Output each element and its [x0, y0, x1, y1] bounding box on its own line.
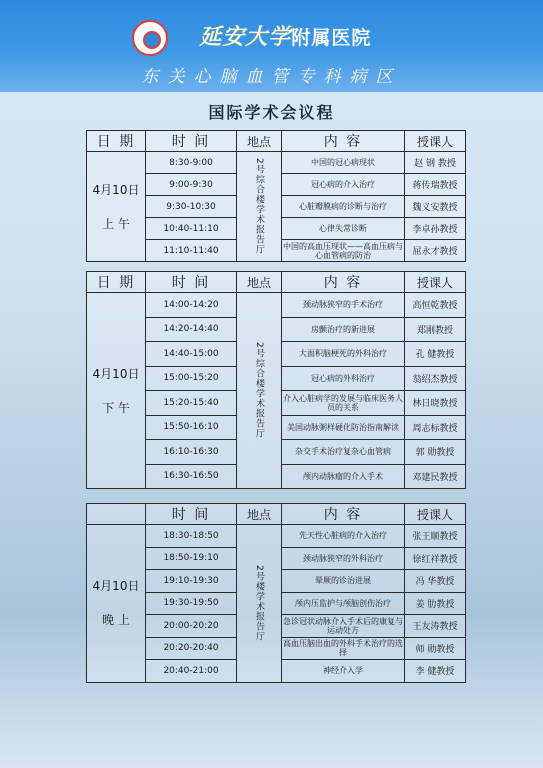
session-time: 14:20-14:40	[146, 317, 237, 342]
afternoon-schedule-table	[86, 271, 466, 489]
session-speaker: 翁绍杰教授	[405, 366, 466, 391]
session-topic: 中国的冠心病现状	[282, 152, 405, 174]
session-date-cell	[87, 293, 146, 489]
header-speaker: 授课人	[405, 504, 466, 525]
session-topic: 介入心脏病学的发展与临床医务人员的关系	[282, 391, 405, 416]
session-topic: 先天性心脏病的介入治疗	[282, 525, 405, 548]
session-period: 晚 上	[102, 613, 130, 628]
hospital-suffix: 附属医院	[291, 27, 372, 49]
session-date: 4月10日	[92, 579, 140, 594]
morning-schedule-table	[86, 130, 466, 262]
schedule-row	[87, 152, 466, 174]
session-time: 15:00-15:20	[146, 366, 237, 391]
page-title: 国际学术会议程	[208, 103, 335, 122]
session-time: 19:10-19:30	[146, 570, 237, 593]
session-topic: 神经介入学	[282, 660, 405, 683]
session-topic: 颈动脉狭窄的外科治疗	[282, 547, 405, 570]
header-time: 时 间	[146, 272, 237, 293]
session-topic: 中国的高血压现状——高血压病与心血管病的防治	[283, 241, 403, 260]
venue-cell	[237, 152, 282, 262]
session-speaker: 李卓孙教授	[405, 218, 466, 240]
session-speaker: 郭 勋教授	[405, 440, 466, 465]
venue-cell	[237, 293, 282, 489]
schedule-row	[87, 525, 466, 548]
header-time: 时 间	[146, 504, 237, 525]
header-time: 时 间	[146, 131, 237, 152]
session-time: 9:30-10:30	[146, 196, 237, 218]
header-location: 地点	[237, 131, 282, 152]
session-topic: 高血压脑出血的外科手术治疗的选择	[282, 637, 405, 660]
session-period: 下 午	[102, 400, 130, 415]
session-time: 14:00-14:20	[146, 293, 237, 318]
session-topic: 颅内压监护与颅脑创伤治疗	[282, 592, 405, 615]
session-speaker: 魏义安教授	[405, 196, 466, 218]
session-date: 4月10日	[92, 366, 140, 381]
header-banner	[0, 0, 543, 92]
session-date: 4月10日	[92, 182, 140, 197]
session-topic: 颈动脉狭窄的手术治疗	[282, 293, 405, 318]
hospital-name	[0, 20, 543, 51]
session-time: 11:10-11:40	[146, 240, 237, 262]
table-header-row	[87, 504, 466, 525]
table-header-row	[87, 272, 466, 293]
session-speaker: 邓建民教授	[405, 464, 466, 489]
session-period: 上 午	[102, 216, 130, 231]
header-date-empty	[87, 504, 146, 525]
session-speaker: 赵 钢 教授	[405, 152, 466, 174]
session-time: 10:40-11:10	[146, 218, 237, 240]
session-time: 16:10-16:30	[146, 440, 237, 465]
department-subtitle: 东关心脑血管专科病区	[141, 67, 402, 87]
session-date-cell	[87, 152, 146, 262]
session-time: 20:20-20:40	[146, 637, 237, 660]
session-topic: 晕厥的诊治进展	[282, 570, 405, 593]
session-speaker: 高恒乾教授	[405, 293, 466, 318]
venue-label: 2号综合楼学术报告厅	[254, 342, 264, 439]
venue-cell	[237, 525, 282, 683]
session-speaker: 王友涛教授	[405, 615, 466, 638]
session-date-cell	[87, 525, 146, 683]
session-time: 16:30-16:50	[146, 464, 237, 489]
session-speaker: 孔 健教授	[405, 342, 466, 367]
header-speaker: 授课人	[405, 272, 466, 293]
session-topic: 急诊冠状动脉介入手术后的康复与运动处方	[282, 615, 405, 638]
header-content: 内 容	[282, 504, 405, 525]
header-date: 日 期	[87, 131, 146, 152]
schedule-row	[87, 293, 466, 318]
venue-label: 2号综合楼学术报告厅	[254, 158, 264, 255]
header-location: 地点	[237, 272, 282, 293]
session-time: 14:40-15:00	[146, 342, 237, 367]
header-speaker: 授课人	[405, 131, 466, 152]
session-topic: 大面积脑梗死的外科治疗	[282, 342, 405, 367]
session-speaker: 郑刚教授	[405, 317, 466, 342]
session-speaker: 林日晓教授	[405, 391, 466, 416]
header-content: 内 容	[282, 272, 405, 293]
session-topic: 杂交手术治疗复杂心血管病	[282, 440, 405, 465]
session-time: 19:30-19:50	[146, 592, 237, 615]
session-time: 9:00-9:30	[146, 174, 237, 196]
session-speaker: 冯 华教授	[405, 570, 466, 593]
session-topic: 美国动脉粥样硬化防治指南解读	[282, 415, 405, 440]
session-time: 20:00-20:20	[146, 615, 237, 638]
session-time: 20:40-21:00	[146, 660, 237, 683]
session-speaker: 姜 肋教授	[405, 592, 466, 615]
session-speaker: 屈永才教授	[405, 240, 466, 262]
venue-label: 2号楼学术报告厅	[254, 564, 264, 642]
session-speaker: 张王顺教授	[405, 525, 466, 548]
session-speaker: 李 健教授	[405, 660, 466, 683]
session-time: 18:30-18:50	[146, 525, 237, 548]
table-header-row	[87, 131, 466, 152]
header-content: 内 容	[282, 131, 405, 152]
session-speaker: 周志标教授	[405, 415, 466, 440]
evening-schedule-table	[86, 503, 466, 683]
session-topic: 冠心病的介入治疗	[282, 174, 405, 196]
session-topic: 冠心病的外科治疗	[282, 366, 405, 391]
university-name: 延安大学	[199, 24, 292, 50]
session-topic: 心脏瓣膜病的诊断与治疗	[282, 196, 405, 218]
session-time: 8:30-9:00	[146, 152, 237, 174]
session-speaker: 师 勋教授	[405, 637, 466, 660]
session-topic: 颅内动脉瘤的介入手术	[282, 464, 405, 489]
session-time: 15:50-16:10	[146, 415, 237, 440]
session-time: 15:20-15:40	[146, 391, 237, 416]
session-topic: 房颤治疗的新进展	[282, 317, 405, 342]
session-speaker: 徐红祥教授	[405, 547, 466, 570]
header-location: 地点	[237, 504, 282, 525]
session-speaker: 蒋传瑞教授	[405, 174, 466, 196]
session-time: 18:50-19:10	[146, 547, 237, 570]
header-date: 日 期	[87, 272, 146, 293]
session-topic: 心律失常诊断	[282, 218, 405, 240]
